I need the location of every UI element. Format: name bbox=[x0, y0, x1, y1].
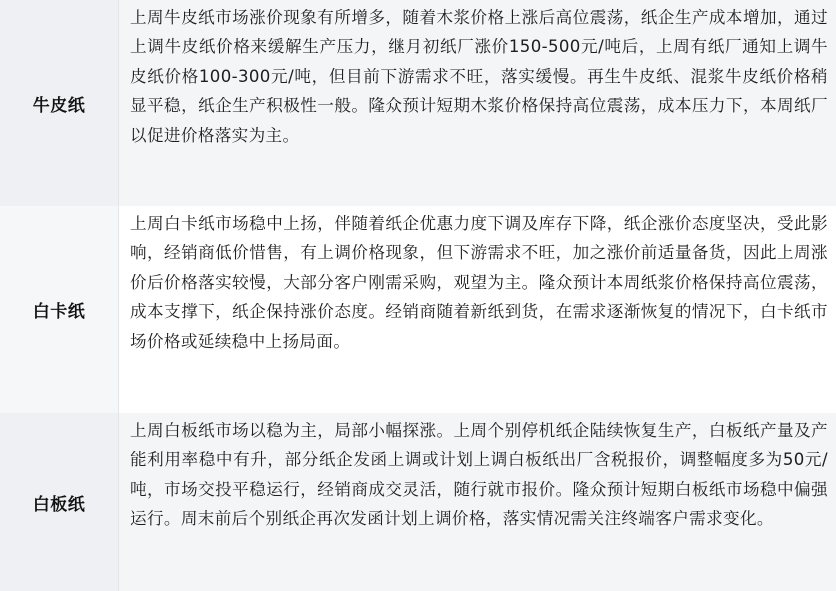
table-row-white-card bbox=[0, 206, 836, 413]
table-row-white-board bbox=[0, 413, 836, 591]
row-text-kraft: 上周牛皮纸市场涨价现象有所增多，随着木浆价格上涨后高位震荡，纸企生产成本增加，通过上调牛皮纸价格来缓解生产压力，继月初纸厂涨价150-500元/吨后，上周有纸厂通知上调牛皮纸价格100-300元/吨，但目前下游需求不旺，落实缓慢。再生牛皮纸、混浆牛皮纸价格稍显平稳，纸企生产积极性一般。隆众预计短期木浆价格保持高位震荡，成本压力下，本周纸厂以促进价格落实为主。 bbox=[118, 0, 836, 206]
row-label-white-card: 白卡纸 bbox=[0, 206, 118, 413]
row-text-white-board: 上周白板纸市场以稳为主，局部小幅探涨。上周个别停机纸企陆续恢复生产，白板纸产量及产能利用率稳中有升，部分纸企发函上调或计划上调白板纸出厂含税报价，调整幅度多为50元/吨，市场交投平稳运行，经销商成交灵活，随行就市报价。隆众预计短期白板纸市场稳中偏强运行。周末前后个别纸企再次发函计划上调价格，落实情况需关注终端客户需求变化。 bbox=[118, 413, 836, 591]
table-row-kraft bbox=[0, 0, 836, 206]
row-text-white-card: 上周白卡纸市场稳中上扬，伴随着纸企优惠力度下调及库存下降，纸企涨价态度坚决，受此影响，经销商低价惜售，有上调价格现象，但下游需求不旺，加之涨价前适量备货，因此上周涨价后价格落实较慢，大部分客户刚需采购，观望为主。隆众预计本周纸浆价格保持高位震荡，成本支撑下，纸企保持涨价态度。经销商随着新纸到货，在需求逐渐恢复的情况下，白卡纸市场价格或延续稳中上扬局面。 bbox=[118, 206, 836, 413]
row-label-kraft: 牛皮纸 bbox=[0, 0, 118, 206]
column-divider bbox=[118, 0, 119, 591]
row-label-white-board: 白板纸 bbox=[0, 413, 118, 591]
